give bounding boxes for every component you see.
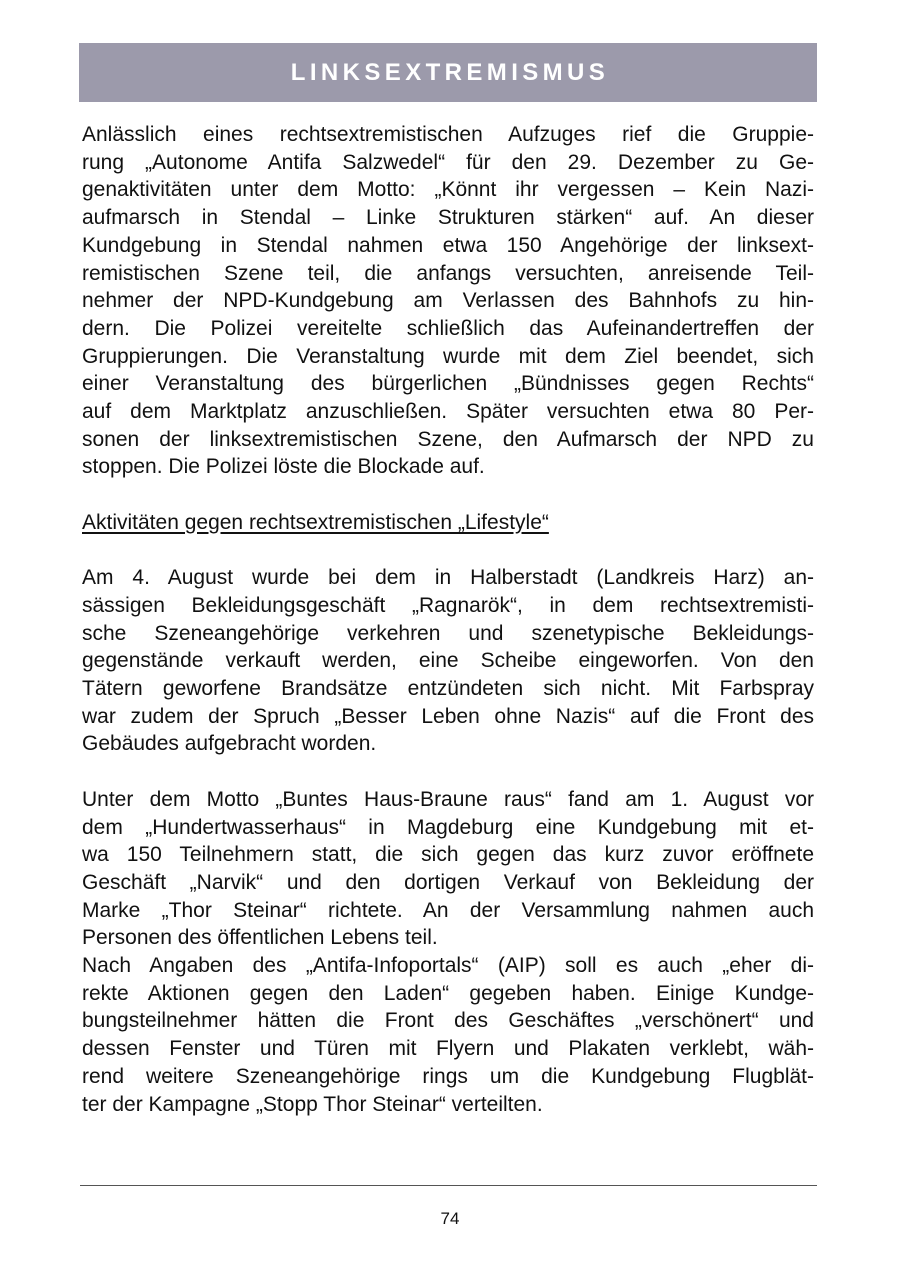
- text-line: remistischen Szene teil, die anfangs versuchten, anreisende Teil-: [82, 261, 814, 285]
- text-line: rend weitere Szeneangehörige rings um die Kundgebung Flugblät-: [82, 1064, 814, 1088]
- text-line: sonen der linksextremistischen Szene, den Aufmarsch der NPD zu: [82, 427, 814, 451]
- paragraph-aip: [82, 952, 814, 1118]
- text-line: auf dem Marktplatz anzuschließen. Später versuchten etwa 80 Per-: [82, 400, 814, 424]
- text-line: Anlässlich eines rechtsextremistischen Aufzuges rief die Gruppie-: [82, 123, 814, 146]
- page-content: [82, 121, 814, 1118]
- text-line: Tätern geworfene Brandsätze entzündeten sich nicht. Mit Farbspray: [82, 677, 814, 701]
- paragraph-gap: [82, 481, 814, 509]
- text-line: sche Szeneangehörige verkehren und szenetypische Bekleidungs-: [82, 621, 814, 645]
- text-line: dern. Die Polizei vereitelte schließlich das Aufeinandertreffen der: [82, 316, 814, 340]
- paragraph-stendal: [82, 121, 814, 481]
- text-line: nehmer der NPD-Kundgebung am Verlassen des Bahnhofs zu hin-: [82, 289, 814, 313]
- text-line: aufmarsch in Stendal – Linke Strukturen stärken“ auf. An dieser: [82, 206, 814, 230]
- text-line: Kundgebung in Stendal nahmen etwa 150 Angehörige der linksext-: [82, 233, 814, 257]
- text-line: rung „Autonome Antifa Salzwedel“ für den 29. Dezember zu Ge-: [82, 150, 814, 174]
- text-line: war zudem der Spruch „Besser Leben ohne Nazis“ auf die Front des: [82, 704, 814, 728]
- text-line: bungsteilnehmer hätten die Front des Geschäftes „verschönert“ und: [82, 1009, 814, 1033]
- text-line: einer Veranstaltung des bürgerlichen „Bündnisses gegen Rechts“: [82, 372, 814, 396]
- text-line: Geschäft „Narvik“ und den dortigen Verkauf von Bekleidung der: [82, 870, 814, 894]
- paragraph-halberstadt: [82, 564, 814, 758]
- text-line: stoppen. Die Polizei löste die Blockade auf.: [82, 455, 485, 479]
- text-line: genaktivitäten unter dem Motto: „Könnt ihr vergessen – Kein Nazi-: [82, 178, 814, 202]
- page-number: 74: [440, 1209, 460, 1228]
- text-line: dem „Hundertwasserhaus“ in Magdeburg eine Kundgebung mit et-: [82, 815, 814, 839]
- text-line: sässigen Bekleidungsgeschäft „Ragnarök“, in dem rechtsextremisti-: [82, 593, 814, 617]
- text-line: Gruppierungen. Die Veranstaltung wurde mit dem Ziel beendet, sich: [82, 344, 814, 368]
- paragraph-magdeburg: [82, 786, 814, 952]
- text-line: wa 150 Teilnehmern statt, die sich gegen das kurz zuvor eröffnete: [82, 843, 814, 867]
- text-line: gegenstände verkauft werden, eine Scheibe eingeworfen. Von den: [82, 649, 814, 673]
- subheading-lifestyle: Aktivitäten gegen rechtsextremistischen „Lifestyle“: [82, 510, 549, 534]
- text-line: dessen Fenster und Türen mit Flyern und Plakaten verklebt, wäh-: [82, 1037, 814, 1061]
- paragraph-gap: [82, 758, 814, 786]
- footer-divider: [80, 1185, 817, 1186]
- text-line: Nach Angaben des „Antifa-Infoportals“ (AIP) soll es auch „eher di-: [82, 954, 814, 978]
- text-line: Unter dem Motto „Buntes Haus-Braune raus“ fand am 1. August vor: [82, 787, 814, 811]
- text-line: ter der Kampagne „Stopp Thor Steinar“ verteilten.: [82, 1092, 543, 1116]
- section-title: LINKSEXTREMISMUS: [290, 58, 610, 86]
- section-header-band: [79, 43, 817, 102]
- text-line: Am 4. August wurde bei dem in Halberstadt (Landkreis Harz) an-: [82, 566, 814, 590]
- text-line: rekte Aktionen gegen den Laden“ gegeben haben. Einige Kundge-: [82, 981, 814, 1005]
- text-line: Marke „Thor Steinar“ richtete. An der Versammlung nahmen auch: [82, 898, 814, 922]
- text-line: Gebäudes aufgebracht worden.: [82, 732, 377, 756]
- text-line: Personen des öffentlichen Lebens teil.: [82, 926, 438, 950]
- paragraph-gap: [82, 537, 814, 565]
